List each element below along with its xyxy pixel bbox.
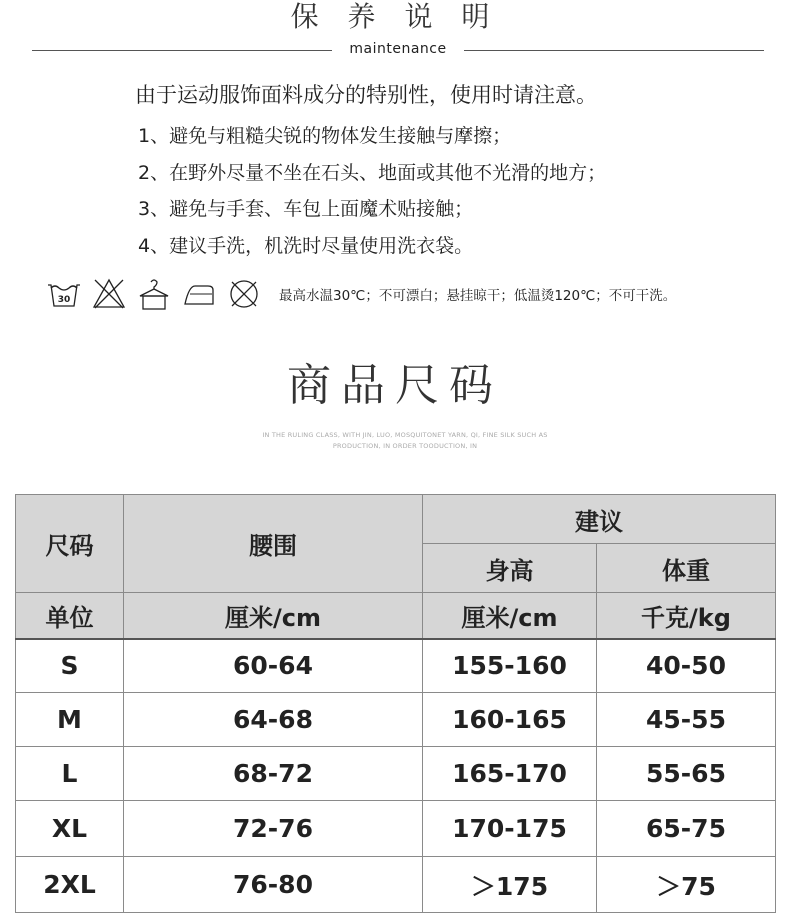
header-waist: 腰围 (124, 495, 423, 593)
cell-size: XL (16, 801, 124, 857)
unit-waist: 厘米/cm (124, 593, 423, 639)
header-height: 身高 (423, 544, 597, 593)
header-weight: 体重 (597, 544, 776, 593)
cell-weight: 40-50 (597, 639, 776, 693)
cell-height: ＞175 (423, 857, 597, 913)
header-suggest: 建议 (423, 495, 776, 544)
cell-size: L (16, 747, 124, 801)
maintenance-item: 3、避免与手套、车包上面魔术贴接触； (138, 198, 474, 220)
unit-height: 厘米/cm (423, 593, 597, 639)
wash-temp-label: 30 (57, 295, 71, 305)
cell-weight: 65-75 (597, 801, 776, 857)
maintenance-subtitle: maintenance (349, 41, 447, 57)
iron-icon (181, 276, 217, 312)
hang-dry-icon (136, 276, 172, 312)
size-table (15, 494, 776, 913)
maintenance-intro: 由于运动服饰面料成分的特别性，使用时请注意。 (135, 83, 597, 107)
maintenance-item: 4、建议手洗，机洗时尽量使用洗衣袋。 (138, 234, 474, 257)
cell-size: S (16, 639, 124, 693)
table-header-row (16, 495, 776, 544)
cell-height: 155-160 (423, 639, 597, 693)
title-rule-right (464, 50, 764, 51)
cell-weight: 45-55 (597, 693, 776, 747)
cell-height: 165-170 (423, 747, 597, 801)
table-row (16, 747, 776, 801)
care-symbols-row (46, 274, 676, 314)
cell-height: 170-175 (423, 801, 597, 857)
maintenance-item: 2、在野外尽量不坐在石头、地面或其他不光滑的地方； (138, 161, 607, 184)
maintenance-item: 1、避免与粗糙尖锐的物体发生接触与摩擦； (138, 125, 512, 147)
unit-label: 单位 (16, 593, 124, 639)
table-row (16, 801, 776, 857)
table-unit-row (16, 593, 776, 639)
cell-waist: 68-72 (124, 747, 423, 801)
wash-30-icon (46, 276, 82, 312)
cell-height: 160-165 (423, 693, 597, 747)
size-section-title: 商品尺码 (287, 360, 503, 411)
cell-size: M (16, 693, 124, 747)
no-bleach-icon (91, 276, 127, 312)
cell-waist: 60-64 (124, 639, 423, 693)
maintenance-list (138, 118, 606, 264)
title-rule-left (32, 50, 332, 51)
cell-waist: 64-68 (124, 693, 423, 747)
cell-waist: 76-80 (124, 857, 423, 913)
unit-weight: 千克/kg (597, 593, 776, 639)
cell-weight: ＞75 (597, 857, 776, 913)
cell-size: 2XL (16, 857, 124, 913)
care-instructions-text: 最高水温30℃；不可漂白；悬挂晾干；低温烫120℃；不可干洗。 (279, 288, 677, 304)
subtitle-line-2: PRODUCTION, IN ORDER TOODUCTION, IN (332, 442, 478, 450)
cell-waist: 72-76 (124, 801, 423, 857)
table-row (16, 857, 776, 913)
subtitle-line-1: IN THE RULING CLASS, WITH JIN, LUO, MOSQUITONET YARN, QI, FINE SILK SUCH AS (262, 431, 548, 439)
cell-weight: 55-65 (597, 747, 776, 801)
maintenance-title: 保 养 说 明 (290, 0, 500, 33)
size-section-subtitle (245, 430, 565, 452)
table-row (16, 693, 776, 747)
no-dry-clean-icon (226, 276, 262, 312)
table-row (16, 639, 776, 693)
header-size: 尺码 (16, 495, 124, 593)
